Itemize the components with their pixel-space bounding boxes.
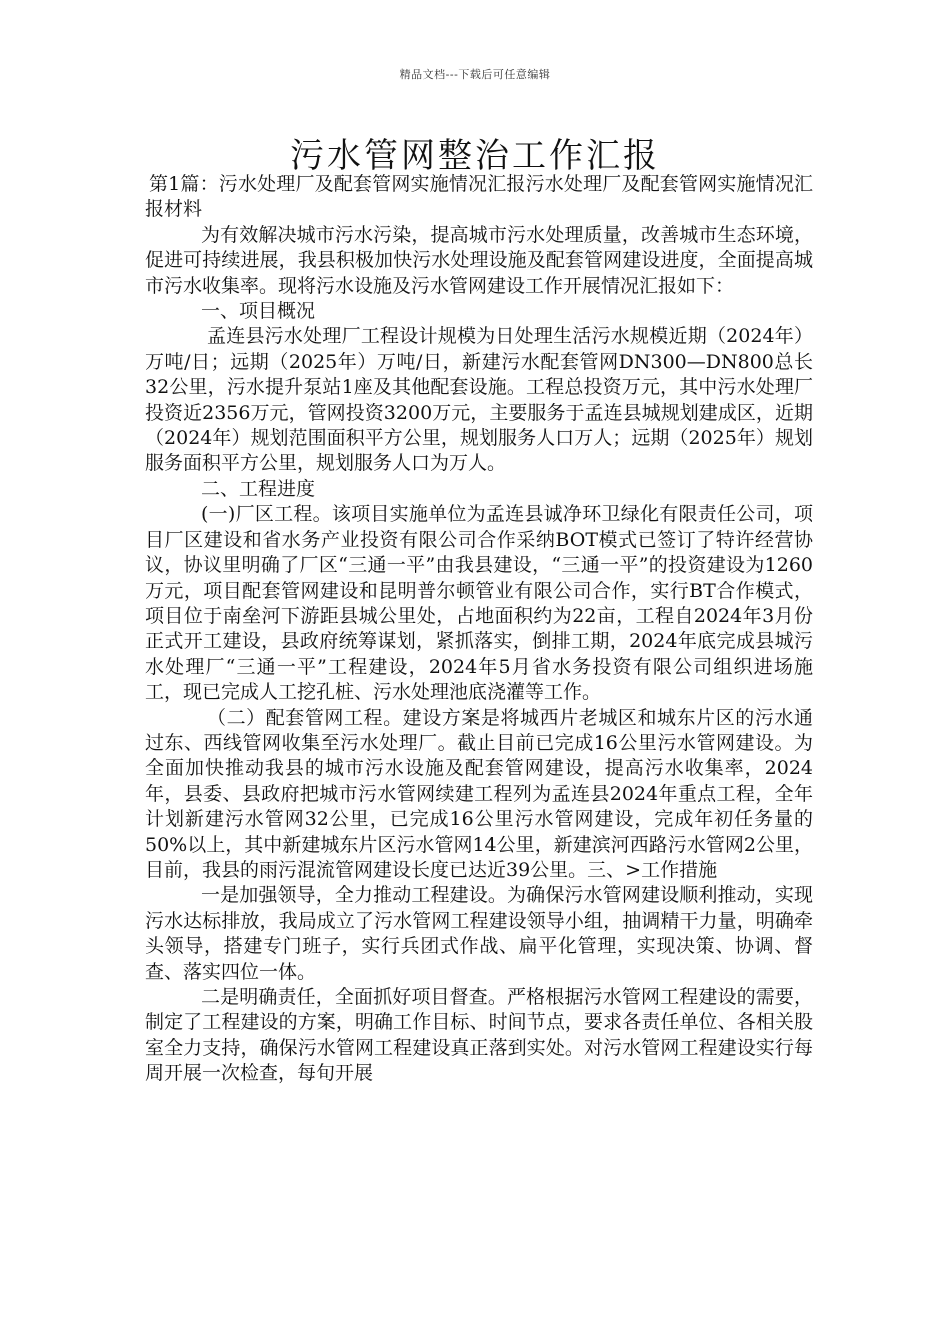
paragraph-overview: 孟连县污水处理厂工程设计规模为日处理生活污水规模近期（2024年）万吨/日；远期（2025年）万吨/日，新建污水配套管网DN300—DN800总长32公里，污水提升泵站1座及其他配套设施。工程总投资万元，其中污水处理厂投资近2356万元，管网投资3200万元，主要服务于孟连县城规划建成区，近期（2024年）规划范围面积平方公里，规划服务人口万人；远期（2025年）规划服务面积平方公里，规划服务人口为万人。 [145,325,813,475]
document-subtitle: 第1篇：污水处理厂及配套管网实施情况汇报污水处理厂及配套管网实施情况汇报材料 [145,173,813,221]
paragraph-measure-one: 一是加强领导，全力推动工程建设。为确保污水管网建设顺利推动，实现污水达标排放，我局成立了污水管网工程建设领导小组，抽调精干力量，明确牵头领导，搭建专门班子，实行兵团式作战、扁平化管理，实现决策、协调、督查、落实四位一体。 [145,884,813,983]
paragraph-measure-two: 二是明确责任，全面抓好项目督查。严格根据污水管网工程建设的需要，制定了工程建设的方案，明确工作目标、时间节点，要求各责任单位、各相关股室全力支持，确保污水管网工程建设真正落到实处。对污水管网工程建设实行每周开展一次检查，每旬开展 [145,986,813,1085]
section-heading-overview: 一、项目概况 [201,300,316,323]
document-title: 污水管网整治工作汇报 [290,136,660,176]
document-body [145,172,813,1087]
paragraph-plant-works: (一)厂区工程。该项目实施单位为孟连县诚净环卫绿化有限责任公司，项目厂区建设和省水务产业投资有限公司合作采纳BOT模式已签订了特许经营协议，协议里明确了厂区“三通一平”由我县建设，“三通一平”的投资建设为1260万元，项目配套管网建设和昆明普尔顿管业有限公司合作，实行BT合作模式，项目位于南垒河下游距县城公里处，占地面积约为22亩，工程自2024年3月份正式开工建设，县政府统筹谋划，紧抓落实，倒排工期，2024年底完成县城污水处理厂“三通一平”工程建设，2024年5月省水务投资有限公司组织进场施工，现已完成人工挖孔桩、污水处理池底浇灌等工作。 [145,503,813,704]
paragraph-pipe-network: （二）配套管网工程。建设方案是将城西片老城区和城东片区的污水通过东、西线管网收集至污水处理厂。截止目前已完成16公里污水管网建设。为全面加快推动我县的城市污水设施及配套管网建设，提高污水收集率，2024年，县委、县政府把城市污水管网续建工程列为孟连县2024年重点工程，全年计划新建污水管网32公里，已完成16公里污水管网建设，完成年初任务量的50%以上，其中新建城东片区污水管网14公里，新建滨河西路污水管网2公里，目前，我县的雨污混流管网建设长度已达近39公里。三、>工作措施 [145,706,813,881]
section-heading-progress: 二、工程进度 [201,477,316,500]
paragraph-intro: 为有效解决城市污水污染，提高城市污水处理质量，改善城市生态环境，促进可持续进展，我县积极加快污水处理设施及配套管网建设进度，全面提高城市污水收集率。现将污水设施及污水管网建设工作开展情况汇报如下： [145,223,813,297]
page-header-note: 精品文档---下载后可任意编辑 [399,68,551,81]
